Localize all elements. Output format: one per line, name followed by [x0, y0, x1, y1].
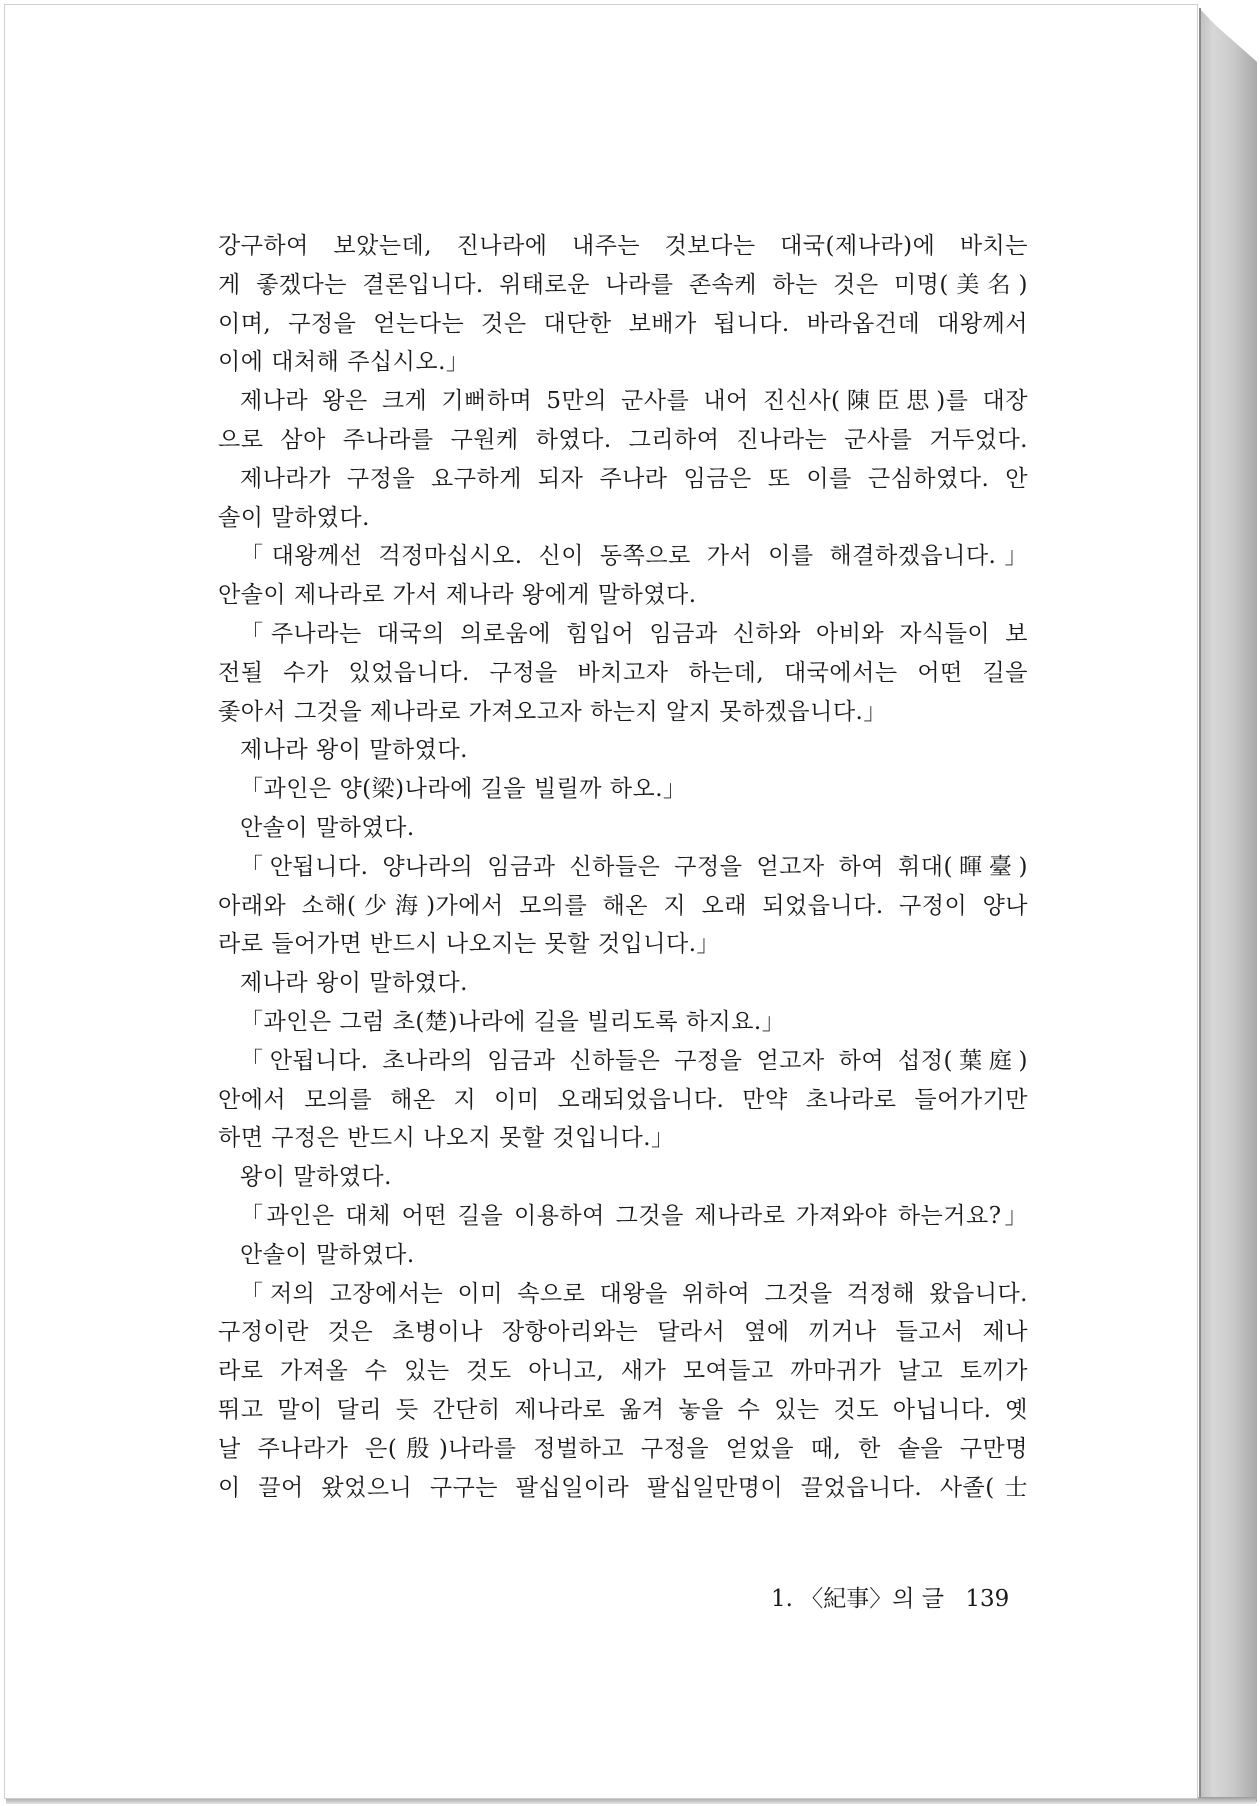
- book-page: [4, 4, 1198, 1799]
- text-line: 「과인은 양(梁)나라에 길을 빌릴까 하오.」: [240, 776, 687, 803]
- text-line: 제나라 왕이 말하였다.: [240, 737, 468, 764]
- text-line: 제나라 왕은 크게 기뻐하며 5만의 군사를 내어 진신사(陳臣思)를 대장: [240, 388, 1028, 415]
- text-line: 구정이란 것은 초병이나 장항아리와는 달라서 옆에 끼거나 들고서 제나: [218, 1319, 1028, 1346]
- book-page-edge: [1199, 8, 1257, 1802]
- text-line: 라로 가져올 수 있는 것도 아니고, 새가 모여들고 까마귀가 날고 토끼가: [218, 1358, 1028, 1385]
- text-line: 「대왕께선 걱정마십시오. 신이 동쪽으로 가서 이를 해결하겠읍니다.」: [240, 543, 1028, 570]
- text-line: 솔이 말하였다.: [218, 504, 370, 531]
- text-line: 안솔이 말하였다.: [240, 1241, 415, 1268]
- text-line: 「안됩니다. 양나라의 임금과 신하들은 구정을 얻고자 하여 휘대(暉臺): [240, 853, 1028, 880]
- text-line: 으로 삼아 주나라를 구원케 하였다. 그리하여 진나라는 군사를 거두었다.: [218, 426, 1028, 453]
- text-line: 뛰고 말이 달리 듯 간단히 제나라로 옮겨 놓을 수 있는 것도 아닙니다. 옛: [218, 1396, 1028, 1423]
- text-line: 「주나라는 대국의 의로움에 힘입어 임금과 신하와 아비와 자식들이 보: [240, 620, 1028, 647]
- text-line: 게 좋겠다는 결론입니다. 위태로운 나라를 존속케 하는 것은 미명(美名): [218, 271, 1028, 298]
- text-line: 안솔이 제나라로 가서 제나라 왕에게 말하였다.: [218, 582, 697, 609]
- text-line: 안솔이 말하였다.: [240, 814, 415, 841]
- text-line: 아래와 소해(少海)가에서 모의를 해온 지 오래 되었읍니다. 구정이 양나: [218, 892, 1028, 919]
- text-line: 제나라가 구정을 요구하게 되자 주나라 임금은 또 이를 근심하였다. 안: [240, 465, 1028, 492]
- text-line: 하면 구정은 반드시 나오지 못할 것입니다.」: [218, 1125, 675, 1152]
- page-footer: [771, 1580, 1009, 1613]
- page-number: 139: [965, 1586, 1010, 1612]
- text-line: 이며, 구정을 얻는다는 것은 대단한 보배가 됩니다. 바라옵건데 대왕께서: [218, 310, 1028, 337]
- text-line: 안에서 모의를 해온 지 이미 오래되었읍니다. 만약 초나라로 들어가기만: [218, 1086, 1028, 1113]
- text-line: 「저의 고장에서는 이미 속으로 대왕을 위하여 그것을 걱정해 왔읍니다.: [240, 1280, 1028, 1307]
- text-line: 제나라 왕이 말하였다.: [240, 970, 468, 997]
- body-text: [218, 227, 1028, 1507]
- running-footer-section: 1. 〈紀事〉의 글: [771, 1586, 945, 1612]
- text-line: 좇아서 그것을 제나라로 가져오고자 하는지 알지 못하겠읍니다.」: [218, 698, 887, 725]
- text-line: 라로 들어가면 반드시 나오지는 못할 것입니다.」: [218, 931, 721, 958]
- text-line: 이에 대처해 주십시오.」: [218, 349, 470, 376]
- text-line: 「안됩니다. 초나라의 임금과 신하들은 구정을 얻고자 하여 섭정(葉庭): [240, 1047, 1028, 1074]
- text-line: 강구하여 보았는데, 진나라에 내주는 것보다는 대국(제나라)에 바치는: [218, 233, 1028, 259]
- text-line: 「과인은 그럼 초(楚)나라에 길을 빌리도록 하지요.」: [240, 1008, 786, 1035]
- text-line: 전될 수가 있었읍니다. 구정을 바치고자 하는데, 대국에서는 어떤 길을: [218, 659, 1028, 686]
- text-line: 이 끌어 왔었으니 구구는 팔십일이라 팔십일만명이 끌었읍니다. 사졸(士: [218, 1474, 1028, 1501]
- page-edge-line: [1199, 8, 1201, 1802]
- text-line: 날 주나라가 은(殷)나라를 정벌하고 구정을 얻었을 때, 한 솥을 구만명: [218, 1435, 1028, 1462]
- text-line: 왕이 말하였다.: [240, 1164, 392, 1191]
- text-line: 「과인은 대체 어떤 길을 이용하여 그것을 제나라로 가져와야 하는거요?」: [240, 1202, 1028, 1229]
